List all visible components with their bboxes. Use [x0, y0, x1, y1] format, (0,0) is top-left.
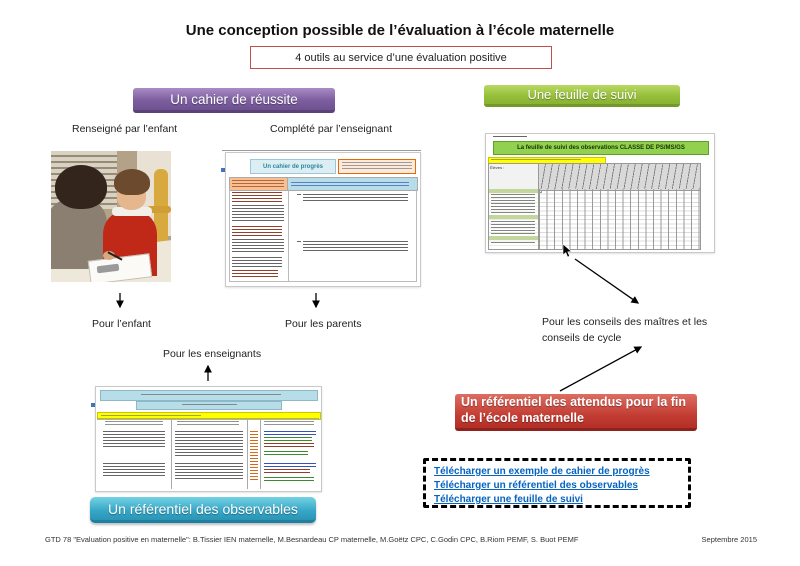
label-renseigne-par-enfant: Renseigné par l’enfant — [72, 123, 178, 135]
cahier-progres-note-box — [338, 159, 416, 174]
thumbnail-referentiel-observables — [95, 386, 322, 492]
thumbnail-feuille-de-suivi — [485, 133, 715, 253]
banner-feuille-suivi: Une feuille de suivi — [484, 85, 680, 107]
label-pour-enseignants: Pour les enseignants — [163, 348, 262, 360]
eleves-cell: Élèves : — [488, 163, 542, 193]
label-pour-enfant: Pour l’enfant — [92, 318, 151, 330]
photo-child-and-teacher — [51, 151, 171, 282]
thumbnail-cahier-de-progres — [225, 152, 421, 287]
arrow-referentiel-to-pour-conseils — [560, 347, 641, 391]
sheet-slanted-headers — [538, 163, 701, 191]
arrow-sheet-to-pour-conseils — [575, 259, 638, 303]
footer — [45, 535, 757, 544]
mouse-cursor-icon — [562, 244, 574, 258]
page-title: Une conception possible de l’évaluation à l’école maternelle — [185, 22, 615, 39]
banner-cahier-reussite: Un cahier de réussite — [133, 88, 335, 113]
link-cahier-de-progres[interactable]: Télécharger un exemple de cahier de progrès — [434, 466, 650, 477]
banner-referentiel-attendus: Un référentiel des attendus pour la fin de l’école maternelle — [455, 394, 697, 431]
link-feuille-de-suivi[interactable]: Télécharger une feuille de suivi — [434, 494, 583, 505]
cahier-progres-title: Un cahier de progrès — [250, 159, 336, 174]
footer-credits: GTD 78 "Evaluation positive en maternelle": B.Tissier IEN maternelle, M.Besnardeau CP maternelle, M.Goëtz CPC, C.Godin CPC, B.Riom PEMF, S. Buot PEMF — [45, 535, 579, 544]
label-pour-parents: Pour les parents — [285, 318, 362, 330]
subtitle-box — [250, 46, 552, 69]
link-referentiel-observables[interactable]: Télécharger un référentiel des observables — [434, 480, 638, 491]
footer-date: Septembre 2015 — [701, 535, 757, 544]
label-complete-par-enseignant: Complété par l’enseignant — [270, 123, 392, 135]
banner-referentiel-observables: Un référentiel des observables — [90, 497, 316, 523]
download-links-box — [423, 458, 691, 508]
subtitle-text: 4 outils au service d’une évaluation positive — [295, 51, 507, 64]
feuille-suivi-title: La feuille de suivi des observations CLASSE DE PS/MS/GS — [493, 141, 709, 155]
label-pour-conseils: Pour les conseils des maîtres et les conseils de cycle — [542, 316, 708, 345]
